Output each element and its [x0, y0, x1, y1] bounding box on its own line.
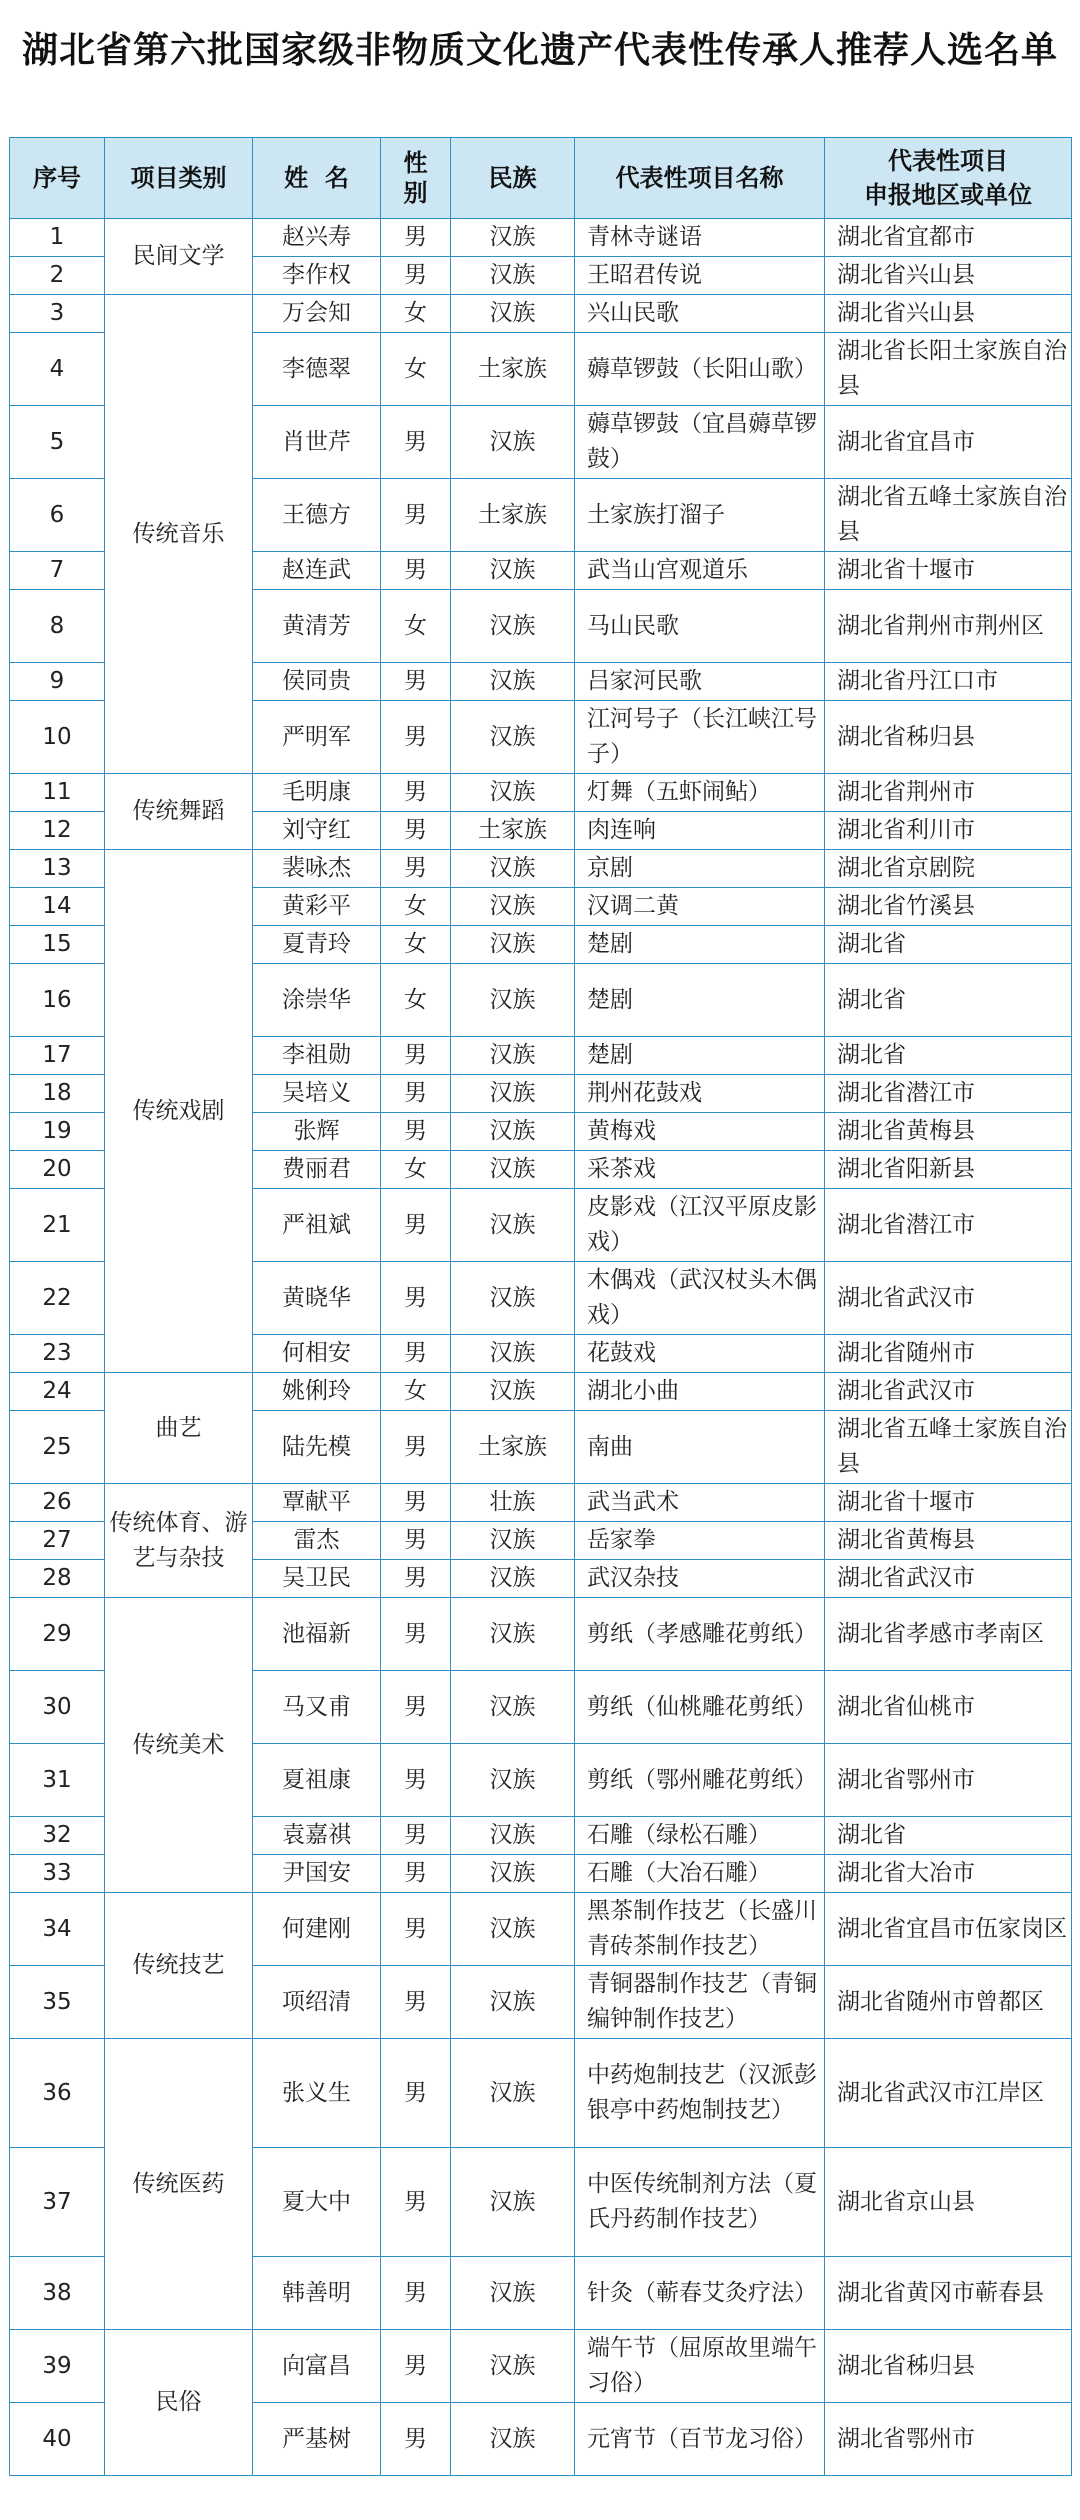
- inheritor-name: 李德翠: [253, 333, 381, 406]
- inheritor-name: 侯同贵: [253, 663, 381, 701]
- gender-cell: 男: [381, 663, 451, 701]
- project-name: 湖北小曲: [575, 1373, 825, 1411]
- region-cell: 湖北省: [825, 926, 1072, 964]
- region-cell: 湖北省秭归县: [825, 701, 1072, 774]
- project-name: 剪纸（仙桃雕花剪纸）: [575, 1671, 825, 1744]
- project-name: 灯舞（五虾闹鲇）: [575, 774, 825, 812]
- project-name: 楚剧: [575, 964, 825, 1037]
- region-cell: 湖北省五峰土家族自治县: [825, 479, 1072, 552]
- gender-cell: 男: [381, 1075, 451, 1113]
- row-number: 36: [10, 2039, 105, 2148]
- gender-cell: 男: [381, 850, 451, 888]
- region-cell: 湖北省黄梅县: [825, 1113, 1072, 1151]
- inheritor-name: 姚俐玲: [253, 1373, 381, 1411]
- row-number: 39: [10, 2330, 105, 2403]
- table-row: [10, 1484, 1072, 1522]
- inheritor-name: 严明军: [253, 701, 381, 774]
- row-number: 24: [10, 1373, 105, 1411]
- project-name: 薅草锣鼓（宜昌薅草锣鼓）: [575, 406, 825, 479]
- region-cell: 湖北省阳新县: [825, 1151, 1072, 1189]
- row-number: 2: [10, 257, 105, 295]
- ethnicity-cell: 汉族: [451, 1151, 575, 1189]
- ethnicity-cell: 汉族: [451, 888, 575, 926]
- ethnicity-cell: 汉族: [451, 701, 575, 774]
- ethnicity-cell: 汉族: [451, 2330, 575, 2403]
- region-cell: 湖北省武汉市: [825, 1373, 1072, 1411]
- project-name: 中医传统制剂方法（夏氏丹药制作技艺）: [575, 2148, 825, 2257]
- header-category: 项目类别: [105, 138, 253, 219]
- project-name: 土家族打溜子: [575, 479, 825, 552]
- ethnicity-cell: 土家族: [451, 479, 575, 552]
- gender-cell: 女: [381, 333, 451, 406]
- ethnicity-cell: 汉族: [451, 1817, 575, 1855]
- region-cell: 湖北省潜江市: [825, 1189, 1072, 1262]
- ethnicity-cell: 汉族: [451, 774, 575, 812]
- row-number: 23: [10, 1335, 105, 1373]
- gender-cell: 男: [381, 552, 451, 590]
- inheritor-name: 张义生: [253, 2039, 381, 2148]
- inheritor-name: 黄晓华: [253, 1262, 381, 1335]
- ethnicity-cell: 汉族: [451, 1855, 575, 1893]
- inheritor-name: 张辉: [253, 1113, 381, 1151]
- gender-cell: 男: [381, 1189, 451, 1262]
- region-cell: 湖北省潜江市: [825, 1075, 1072, 1113]
- row-number: 37: [10, 2148, 105, 2257]
- project-name: 武当山宫观道乐: [575, 552, 825, 590]
- category-cell: 传统戏剧: [105, 850, 253, 1373]
- inheritor-name: 陆先模: [253, 1411, 381, 1484]
- ethnicity-cell: 汉族: [451, 964, 575, 1037]
- inheritor-name: 费丽君: [253, 1151, 381, 1189]
- region-cell: 湖北省丹江口市: [825, 663, 1072, 701]
- gender-cell: 男: [381, 1966, 451, 2039]
- inheritor-name: 毛明康: [253, 774, 381, 812]
- region-cell: 湖北省: [825, 964, 1072, 1037]
- inheritor-name: 何建刚: [253, 1893, 381, 1966]
- gender-cell: 女: [381, 888, 451, 926]
- inheritor-name: 李作权: [253, 257, 381, 295]
- gender-cell: 男: [381, 2330, 451, 2403]
- project-name: 肉连响: [575, 812, 825, 850]
- project-name: 武汉杂技: [575, 1560, 825, 1598]
- header-region: [825, 138, 1072, 219]
- row-number: 8: [10, 590, 105, 663]
- project-name: 薅草锣鼓（长阳山歌）: [575, 333, 825, 406]
- table-body: [10, 219, 1072, 2476]
- project-name: 青铜器制作技艺（青铜编钟制作技艺）: [575, 1966, 825, 2039]
- inheritor-name: 袁嘉祺: [253, 1817, 381, 1855]
- gender-cell: 男: [381, 1598, 451, 1671]
- ethnicity-cell: 汉族: [451, 295, 575, 333]
- inheritor-name: 夏大中: [253, 2148, 381, 2257]
- gender-cell: 男: [381, 701, 451, 774]
- row-number: 27: [10, 1522, 105, 1560]
- category-cell: 传统舞蹈: [105, 774, 253, 850]
- table-row: [10, 1373, 1072, 1411]
- project-name: 皮影戏（江汉平原皮影戏）: [575, 1189, 825, 1262]
- gender-cell: 男: [381, 1411, 451, 1484]
- gender-cell: 男: [381, 1484, 451, 1522]
- region-cell: 湖北省鄂州市: [825, 1744, 1072, 1817]
- project-name: 楚剧: [575, 926, 825, 964]
- row-number: 16: [10, 964, 105, 1037]
- ethnicity-cell: 土家族: [451, 333, 575, 406]
- region-cell: 湖北省宜都市: [825, 219, 1072, 257]
- region-cell: 湖北省黄梅县: [825, 1522, 1072, 1560]
- row-number: 28: [10, 1560, 105, 1598]
- ethnicity-cell: 汉族: [451, 1598, 575, 1671]
- table-row: [10, 850, 1072, 888]
- project-name: 吕家河民歌: [575, 663, 825, 701]
- region-cell: 湖北省兴山县: [825, 295, 1072, 333]
- region-cell: 湖北省京剧院: [825, 850, 1072, 888]
- ethnicity-cell: 汉族: [451, 590, 575, 663]
- region-cell: 湖北省: [825, 1037, 1072, 1075]
- ethnicity-cell: 土家族: [451, 1411, 575, 1484]
- page-title: 湖北省第六批国家级非物质文化遗产代表性传承人推荐人选名单: [21, 30, 1058, 71]
- gender-cell: 男: [381, 1037, 451, 1075]
- row-number: 38: [10, 2257, 105, 2330]
- ethnicity-cell: 汉族: [451, 2148, 575, 2257]
- project-name: 石雕（绿松石雕）: [575, 1817, 825, 1855]
- ethnicity-cell: 汉族: [451, 406, 575, 479]
- category-cell: 曲艺: [105, 1373, 253, 1484]
- region-cell: 湖北省秭归县: [825, 2330, 1072, 2403]
- ethnicity-cell: 汉族: [451, 850, 575, 888]
- region-cell: 湖北省武汉市: [825, 1560, 1072, 1598]
- inheritor-name: 何相安: [253, 1335, 381, 1373]
- region-cell: 湖北省京山县: [825, 2148, 1072, 2257]
- row-number: 10: [10, 701, 105, 774]
- inheritor-name: 黄彩平: [253, 888, 381, 926]
- row-number: 3: [10, 295, 105, 333]
- row-number: 33: [10, 1855, 105, 1893]
- inheritor-name: 赵连武: [253, 552, 381, 590]
- category-cell: 传统美术: [105, 1598, 253, 1893]
- inheritors-table: [9, 137, 1072, 2476]
- row-number: 32: [10, 1817, 105, 1855]
- gender-cell: 女: [381, 964, 451, 1037]
- header-ethnicity: 民族: [451, 138, 575, 219]
- ethnicity-cell: 汉族: [451, 1335, 575, 1373]
- gender-cell: 女: [381, 590, 451, 663]
- region-cell: 湖北省孝感市孝南区: [825, 1598, 1072, 1671]
- region-cell: 湖北省武汉市: [825, 1262, 1072, 1335]
- table-row: [10, 2039, 1072, 2148]
- region-cell: 湖北省宜昌市伍家岗区: [825, 1893, 1072, 1966]
- row-number: 31: [10, 1744, 105, 1817]
- table-row: [10, 2330, 1072, 2403]
- project-name: 黑茶制作技艺（长盛川青砖茶制作技艺）: [575, 1893, 825, 1966]
- gender-cell: 女: [381, 926, 451, 964]
- row-number: 26: [10, 1484, 105, 1522]
- ethnicity-cell: 汉族: [451, 1522, 575, 1560]
- ethnicity-cell: 土家族: [451, 812, 575, 850]
- inheritor-name: 夏青玲: [253, 926, 381, 964]
- row-number: 11: [10, 774, 105, 812]
- project-name: 采茶戏: [575, 1151, 825, 1189]
- ethnicity-cell: 壮族: [451, 1484, 575, 1522]
- gender-cell: 女: [381, 1373, 451, 1411]
- ethnicity-cell: 汉族: [451, 2257, 575, 2330]
- project-name: 兴山民歌: [575, 295, 825, 333]
- ethnicity-cell: 汉族: [451, 1037, 575, 1075]
- region-cell: 湖北省十堰市: [825, 1484, 1072, 1522]
- table-header-row: [10, 138, 1072, 219]
- gender-cell: 男: [381, 1262, 451, 1335]
- inheritor-name: 赵兴寿: [253, 219, 381, 257]
- region-cell: 湖北省十堰市: [825, 552, 1072, 590]
- row-number: 21: [10, 1189, 105, 1262]
- gender-cell: 男: [381, 1335, 451, 1373]
- row-number: 7: [10, 552, 105, 590]
- ethnicity-cell: 汉族: [451, 1113, 575, 1151]
- ethnicity-cell: 汉族: [451, 1560, 575, 1598]
- gender-cell: 男: [381, 1113, 451, 1151]
- inheritor-name: 雷杰: [253, 1522, 381, 1560]
- category-cell: 传统音乐: [105, 295, 253, 774]
- inheritor-name: 尹国安: [253, 1855, 381, 1893]
- region-cell: 湖北省随州市曾都区: [825, 1966, 1072, 2039]
- region-cell: 湖北省仙桃市: [825, 1671, 1072, 1744]
- ethnicity-cell: 汉族: [451, 552, 575, 590]
- region-cell: 湖北省黄冈市蕲春县: [825, 2257, 1072, 2330]
- inheritor-name: 韩善明: [253, 2257, 381, 2330]
- row-number: 17: [10, 1037, 105, 1075]
- gender-cell: 男: [381, 1744, 451, 1817]
- gender-cell: 男: [381, 2039, 451, 2148]
- inheritor-name: 万会知: [253, 295, 381, 333]
- gender-cell: 男: [381, 1522, 451, 1560]
- table-row: [10, 219, 1072, 257]
- category-cell: 传统技艺: [105, 1893, 253, 2039]
- row-number: 12: [10, 812, 105, 850]
- gender-cell: 女: [381, 295, 451, 333]
- inheritor-name: 吴培义: [253, 1075, 381, 1113]
- row-number: 19: [10, 1113, 105, 1151]
- region-cell: 湖北省兴山县: [825, 257, 1072, 295]
- project-name: 王昭君传说: [575, 257, 825, 295]
- row-number: 15: [10, 926, 105, 964]
- project-name: 木偶戏（武汉杖头木偶戏）: [575, 1262, 825, 1335]
- gender-cell: 男: [381, 774, 451, 812]
- ethnicity-cell: 汉族: [451, 2403, 575, 2476]
- row-number: 4: [10, 333, 105, 406]
- row-number: 14: [10, 888, 105, 926]
- project-name: 石雕（大冶石雕）: [575, 1855, 825, 1893]
- table-row: [10, 774, 1072, 812]
- ethnicity-cell: 汉族: [451, 1373, 575, 1411]
- row-number: 34: [10, 1893, 105, 1966]
- row-number: 1: [10, 219, 105, 257]
- row-number: 22: [10, 1262, 105, 1335]
- inheritor-name: 马又甫: [253, 1671, 381, 1744]
- table-row: [10, 1598, 1072, 1671]
- project-name: 武当武术: [575, 1484, 825, 1522]
- inheritor-name: 严基树: [253, 2403, 381, 2476]
- ethnicity-cell: 汉族: [451, 2039, 575, 2148]
- inheritor-name: 王德方: [253, 479, 381, 552]
- header-gender-text: 性别: [403, 149, 428, 207]
- ethnicity-cell: 汉族: [451, 926, 575, 964]
- ethnicity-cell: 汉族: [451, 1744, 575, 1817]
- row-number: 5: [10, 406, 105, 479]
- header-region-line1: 代表性项目: [888, 147, 1008, 175]
- table-row: [10, 295, 1072, 333]
- table-container: [9, 137, 1071, 2476]
- header-gender: [381, 138, 451, 219]
- inheritor-name: 肖世芹: [253, 406, 381, 479]
- region-cell: 湖北省宜昌市: [825, 406, 1072, 479]
- ethnicity-cell: 汉族: [451, 1893, 575, 1966]
- region-cell: 湖北省五峰土家族自治县: [825, 1411, 1072, 1484]
- inheritor-name: 项绍清: [253, 1966, 381, 2039]
- gender-cell: 男: [381, 219, 451, 257]
- project-name: 荆州花鼓戏: [575, 1075, 825, 1113]
- project-name: 针灸（蕲春艾灸疗法）: [575, 2257, 825, 2330]
- project-name: 黄梅戏: [575, 1113, 825, 1151]
- inheritor-name: 吴卫民: [253, 1560, 381, 1598]
- gender-cell: 女: [381, 1151, 451, 1189]
- ethnicity-cell: 汉族: [451, 1966, 575, 2039]
- project-name: 汉调二黄: [575, 888, 825, 926]
- row-number: 30: [10, 1671, 105, 1744]
- project-name: 元宵节（百节龙习俗）: [575, 2403, 825, 2476]
- region-cell: 湖北省竹溪县: [825, 888, 1072, 926]
- project-name: 中药炮制技艺（汉派彭银亭中药炮制技艺）: [575, 2039, 825, 2148]
- gender-cell: 男: [381, 1817, 451, 1855]
- category-cell: 民俗: [105, 2330, 253, 2476]
- inheritor-name: 覃献平: [253, 1484, 381, 1522]
- region-cell: 湖北省荆州市: [825, 774, 1072, 812]
- row-number: 35: [10, 1966, 105, 2039]
- row-number: 18: [10, 1075, 105, 1113]
- gender-cell: 男: [381, 812, 451, 850]
- inheritor-name: 严祖斌: [253, 1189, 381, 1262]
- table-row: [10, 1893, 1072, 1966]
- project-name: 剪纸（鄂州雕花剪纸）: [575, 1744, 825, 1817]
- project-name: 南曲: [575, 1411, 825, 1484]
- region-cell: 湖北省大冶市: [825, 1855, 1072, 1893]
- ethnicity-cell: 汉族: [451, 1262, 575, 1335]
- inheritor-name: 夏祖康: [253, 1744, 381, 1817]
- project-name: 青林寺谜语: [575, 219, 825, 257]
- inheritor-name: 黄清芳: [253, 590, 381, 663]
- inheritor-name: 裴咏杰: [253, 850, 381, 888]
- row-number: 29: [10, 1598, 105, 1671]
- header-region-line2: 申报地区或单位: [864, 181, 1032, 209]
- project-name: 剪纸（孝感雕花剪纸）: [575, 1598, 825, 1671]
- region-cell: 湖北省荆州市荆州区: [825, 590, 1072, 663]
- gender-cell: 男: [381, 1893, 451, 1966]
- header-name: 姓 名: [253, 138, 381, 219]
- region-cell: 湖北省利川市: [825, 812, 1072, 850]
- category-cell: 民间文学: [105, 219, 253, 295]
- region-cell: 湖北省武汉市江岸区: [825, 2039, 1072, 2148]
- ethnicity-cell: 汉族: [451, 1671, 575, 1744]
- gender-cell: 男: [381, 2403, 451, 2476]
- gender-cell: 男: [381, 406, 451, 479]
- gender-cell: 男: [381, 1855, 451, 1893]
- ethnicity-cell: 汉族: [451, 219, 575, 257]
- ethnicity-cell: 汉族: [451, 1075, 575, 1113]
- gender-cell: 男: [381, 1671, 451, 1744]
- region-cell: 湖北省: [825, 1817, 1072, 1855]
- project-name: 江河号子（长江峡江号子）: [575, 701, 825, 774]
- category-cell: 传统医药: [105, 2039, 253, 2330]
- project-name: 花鼓戏: [575, 1335, 825, 1373]
- inheritor-name: 涂崇华: [253, 964, 381, 1037]
- inheritor-name: 向富昌: [253, 2330, 381, 2403]
- ethnicity-cell: 汉族: [451, 663, 575, 701]
- row-number: 9: [10, 663, 105, 701]
- project-name: 岳家拳: [575, 1522, 825, 1560]
- gender-cell: 男: [381, 257, 451, 295]
- gender-cell: 男: [381, 479, 451, 552]
- project-name: 端午节（屈原故里端午习俗）: [575, 2330, 825, 2403]
- gender-cell: 男: [381, 1560, 451, 1598]
- region-cell: 湖北省鄂州市: [825, 2403, 1072, 2476]
- row-number: 13: [10, 850, 105, 888]
- row-number: 25: [10, 1411, 105, 1484]
- project-name: 楚剧: [575, 1037, 825, 1075]
- inheritor-name: 李祖勋: [253, 1037, 381, 1075]
- gender-cell: 男: [381, 2257, 451, 2330]
- gender-cell: 男: [381, 2148, 451, 2257]
- project-name: 马山民歌: [575, 590, 825, 663]
- category-cell: 传统体育、游艺与杂技: [105, 1484, 253, 1598]
- row-number: 40: [10, 2403, 105, 2476]
- project-name: 京剧: [575, 850, 825, 888]
- region-cell: 湖北省随州市: [825, 1335, 1072, 1373]
- ethnicity-cell: 汉族: [451, 1189, 575, 1262]
- inheritor-name: 刘守红: [253, 812, 381, 850]
- header-no: 序号: [10, 138, 105, 219]
- row-number: 6: [10, 479, 105, 552]
- row-number: 20: [10, 1151, 105, 1189]
- inheritor-name: 池福新: [253, 1598, 381, 1671]
- ethnicity-cell: 汉族: [451, 257, 575, 295]
- region-cell: 湖北省长阳土家族自治县: [825, 333, 1072, 406]
- header-project: 代表性项目名称: [575, 138, 825, 219]
